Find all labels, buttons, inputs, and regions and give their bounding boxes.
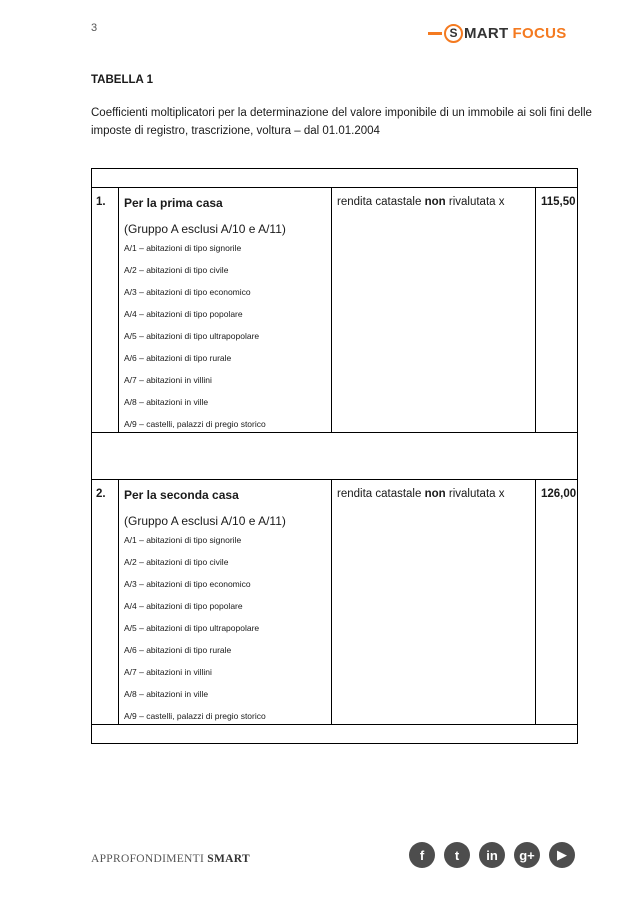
- logo-dash: [428, 32, 442, 35]
- table-footer-empty-row: [92, 725, 578, 744]
- footer-label-regular: APPROFONDIMENTI: [91, 853, 208, 865]
- subcategory-item: A/5 – abitazioni di tipo ultrapopolare: [124, 623, 260, 633]
- table-description: Coefficienti moltiplicatori per la determinazione del valore imponibile di un immobile ai soli fini delle imposte di registro, trascrizione, voltura – dal 01.01.2004: [91, 107, 592, 137]
- row-group: (Gruppo A esclusi A/10 e A/11): [124, 514, 286, 528]
- subcategory-list: [124, 243, 327, 430]
- table-title: TABELLA 1: [91, 74, 153, 86]
- table-header-empty-row: [92, 169, 578, 188]
- subcategory-item: A/7 – abitazioni in villini: [124, 375, 212, 385]
- subcategory-item: A/2 – abitazioni di tipo civile: [124, 265, 229, 275]
- logo-text-mart: MART: [464, 24, 509, 42]
- note-text-end: rivalutata x: [445, 196, 505, 208]
- page-number: 3: [91, 22, 98, 34]
- subcategory-item: A/9 – castelli, palazzi di pregio storico: [124, 419, 266, 429]
- subcategory-list: [124, 535, 327, 722]
- twitter-icon[interactable]: t: [444, 842, 470, 868]
- note-emphasis: non: [424, 488, 446, 500]
- row-number: 1.: [92, 188, 119, 433]
- linkedin-icon[interactable]: in: [479, 842, 505, 868]
- note-text: rendita catastale: [337, 196, 425, 208]
- subcategory-item: A/5 – abitazioni di tipo ultrapopolare: [124, 331, 260, 341]
- row-coefficient: 126,00: [536, 480, 578, 725]
- footer-label: [91, 853, 250, 865]
- subcategory-item: A/9 – castelli, palazzi di pregio storico: [124, 711, 266, 721]
- subcategory-item: A/6 – abitazioni di tipo rurale: [124, 645, 232, 655]
- row-note: [332, 188, 536, 433]
- row-description: [119, 480, 332, 725]
- row-note: [332, 480, 536, 725]
- facebook-icon[interactable]: f: [409, 842, 435, 868]
- logo-s-circle: S: [444, 24, 463, 43]
- subcategory-item: A/8 – abitazioni in ville: [124, 397, 209, 407]
- subcategory-item: A/2 – abitazioni di tipo civile: [124, 557, 229, 567]
- table-row: [92, 480, 578, 725]
- subcategory-item: A/4 – abitazioni di tipo popolare: [124, 309, 243, 319]
- row-coefficient: 115,50: [536, 188, 578, 433]
- youtube-icon[interactable]: ▶: [549, 842, 575, 868]
- note-emphasis: non: [424, 196, 446, 208]
- subcategory-item: A/4 – abitazioni di tipo popolare: [124, 601, 243, 611]
- subcategory-item: A/1 – abitazioni di tipo signorile: [124, 535, 242, 545]
- table-row: [92, 188, 578, 433]
- subcategory-item: A/3 – abitazioni di tipo economico: [124, 579, 251, 589]
- coefficient-table: [91, 168, 578, 744]
- social-links: [409, 842, 575, 868]
- footer-label-bold: SMART: [207, 853, 250, 865]
- note-text: rendita catastale: [337, 488, 425, 500]
- row-title: Per la seconda casa: [124, 488, 239, 502]
- google-plus-icon[interactable]: g+: [514, 842, 540, 868]
- row-description: [119, 188, 332, 433]
- subcategory-item: A/8 – abitazioni in ville: [124, 689, 209, 699]
- smartfocus-logo: [428, 20, 567, 46]
- row-number: 2.: [92, 480, 119, 725]
- subcategory-item: A/6 – abitazioni di tipo rurale: [124, 353, 232, 363]
- subcategory-item: A/7 – abitazioni in villini: [124, 667, 212, 677]
- note-text-end: rivalutata x: [445, 488, 505, 500]
- row-title: Per la prima casa: [124, 196, 223, 210]
- row-group: (Gruppo A esclusi A/10 e A/11): [124, 222, 286, 236]
- logo-text-focus: FOCUS: [512, 24, 567, 42]
- subcategory-item: A/1 – abitazioni di tipo signorile: [124, 243, 242, 253]
- subcategory-item: A/3 – abitazioni di tipo economico: [124, 287, 251, 297]
- table-spacer-row: [92, 433, 578, 480]
